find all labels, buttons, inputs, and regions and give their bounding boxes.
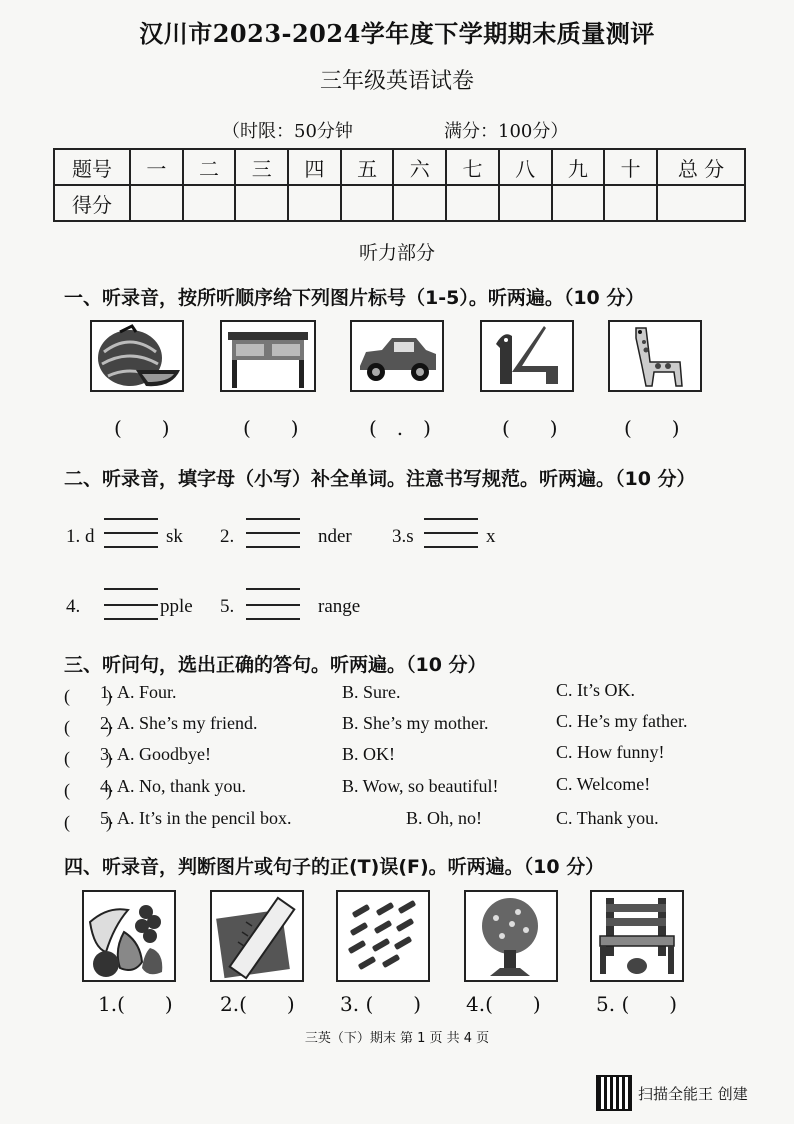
option-c: C. It’s OK. (556, 680, 636, 700)
option-b: B. Oh, no! (406, 808, 482, 828)
writing-line (104, 532, 158, 534)
option-b: B. Wow, so beautiful! (342, 776, 499, 796)
exam-title: 汉川市2023-2024学年度下学期期末质量测评 (139, 19, 655, 48)
score-cell: 总 分 (657, 149, 745, 185)
answer-blank[interactable]: 2.( ) (220, 992, 295, 1016)
writing-line[interactable] (246, 618, 300, 620)
score-input[interactable] (341, 185, 394, 221)
option-b: B. OK! (342, 744, 395, 764)
answer-blank[interactable]: 1.( ) (98, 992, 173, 1016)
score-cell: 三 (235, 149, 288, 185)
answer-blank[interactable]: 5. ( ) (596, 992, 678, 1016)
crayons-icon (336, 890, 430, 982)
option-a: 1. A. Four. (100, 682, 177, 702)
score-input[interactable] (393, 185, 446, 221)
writing-line[interactable] (104, 546, 158, 548)
full-score: 满分：100分） (444, 121, 569, 142)
writing-line (246, 532, 300, 534)
exam-subtitle: 三年级英语试卷 (319, 69, 474, 94)
score-cell: 一 (130, 149, 183, 185)
option-a: 3. A. Goodbye! (100, 744, 211, 764)
score-cell: 七 (446, 149, 499, 185)
writing-line[interactable] (104, 618, 158, 620)
qr-code-icon (596, 1075, 632, 1111)
word-suffix: nder (318, 526, 352, 547)
desk-icon (220, 320, 316, 392)
score-input[interactable] (552, 185, 605, 221)
writing-line (104, 604, 158, 606)
word-prefix: 1. d (66, 526, 95, 547)
car-icon (350, 320, 444, 392)
word-suffix: x (486, 526, 496, 547)
answer-blank[interactable]: 3. ( ) (340, 992, 422, 1016)
answer-blank[interactable]: ( ) (64, 686, 112, 706)
word-suffix: pple (160, 596, 193, 617)
answer-blank[interactable]: ( . ) (369, 416, 431, 440)
watermelon-icon (90, 320, 184, 392)
section1-title: 一、听录音，按所听顺序给下列图片标号（1-5）。听两遍。（10 分） (64, 287, 645, 309)
writing-line (424, 532, 478, 534)
answer-blank[interactable]: 4.( ) (466, 992, 541, 1016)
writing-line (246, 588, 300, 590)
score-table (53, 148, 746, 222)
score-input[interactable] (657, 185, 745, 221)
answer-blank[interactable]: ( ) (64, 748, 112, 768)
word-prefix: 3.s (392, 526, 414, 547)
score-cell: 题号 (54, 149, 130, 185)
listening-title: 听力部分 (358, 242, 435, 264)
score-cell: 九 (552, 149, 605, 185)
answer-blank[interactable]: ( ) (243, 416, 299, 440)
score-cell: 八 (499, 149, 552, 185)
option-b: B. She’s my mother. (342, 713, 489, 733)
score-cell: 得分 (54, 185, 130, 221)
score-input[interactable] (130, 185, 183, 221)
word-prefix: 2. (220, 526, 235, 547)
option-a: 5. A. It’s in the pencil box. (100, 808, 292, 828)
option-c: C. Welcome! (556, 774, 651, 794)
word-prefix: 4. (66, 596, 81, 617)
writing-line (104, 588, 158, 590)
answer-blank[interactable]: ( ) (502, 416, 558, 440)
score-input[interactable] (183, 185, 236, 221)
score-input[interactable] (446, 185, 499, 221)
giraffe-icon (608, 320, 702, 392)
score-table-header-row (54, 149, 745, 185)
answer-blank[interactable]: ( ) (64, 717, 112, 737)
score-cell: 六 (393, 149, 446, 185)
writing-line[interactable] (246, 546, 300, 548)
section2-title: 二、听录音，填字母（小写）补全单词。注意书写规范。听两遍。（10 分） (64, 468, 696, 490)
answer-blank[interactable]: ( ) (64, 812, 112, 832)
answer-blank[interactable]: ( ) (64, 780, 112, 800)
section3-title: 三、听问句，选出正确的答句。听两遍。（10 分） (64, 654, 487, 676)
word-suffix: range (318, 596, 361, 617)
option-c: C. How funny! (556, 742, 665, 762)
writing-line[interactable] (424, 546, 478, 548)
score-cell: 四 (288, 149, 341, 185)
word-suffix: sk (166, 526, 183, 547)
score-input[interactable] (288, 185, 341, 221)
scanner-watermark: 扫描全能王 创建 (638, 1085, 748, 1103)
score-table-score-row (54, 185, 745, 221)
ruler-book-icon (210, 890, 304, 982)
option-a: 2. A. She’s my friend. (100, 713, 258, 733)
writing-line (246, 518, 300, 520)
answer-blank[interactable]: ( ) (624, 416, 680, 440)
score-input[interactable] (235, 185, 288, 221)
word-prefix: 5. (220, 596, 235, 617)
score-input[interactable] (604, 185, 657, 221)
writing-line (104, 518, 158, 520)
score-cell: 十 (604, 149, 657, 185)
writing-line (246, 604, 300, 606)
answer-blank[interactable]: ( ) (114, 416, 170, 440)
option-b: B. Sure. (342, 682, 401, 702)
score-input[interactable] (499, 185, 552, 221)
time-limit: （时限：50分钟 (222, 121, 353, 142)
number-14-icon (480, 320, 574, 392)
option-c: C. He’s my father. (556, 711, 688, 731)
chair-ball-icon (590, 890, 684, 982)
fruits-icon (82, 890, 176, 982)
option-a: 4. A. No, thank you. (100, 776, 246, 796)
section4-title: 四、听录音，判断图片或句子的正(T)误(F)。听两遍。（10 分） (64, 856, 605, 878)
score-cell: 五 (341, 149, 394, 185)
writing-line (424, 518, 478, 520)
page-footer: 三英（下）期末 第 1 页 共 4 页 (304, 1031, 490, 1046)
option-c: C. Thank you. (556, 808, 659, 828)
score-cell: 二 (183, 149, 236, 185)
tree-icon (464, 890, 558, 982)
